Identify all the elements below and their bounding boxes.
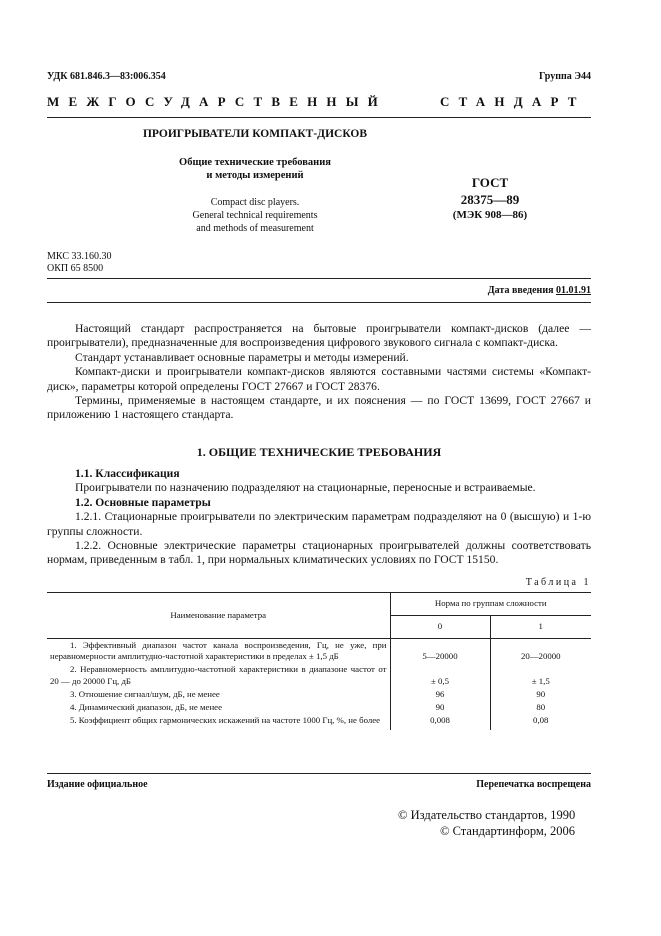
copyright-1990: © Издательство стандартов, 1990 (398, 808, 576, 822)
section-1-2-title: 1.2. Основные параметры (75, 495, 211, 509)
intro-date-label: Дата введения (487, 285, 554, 296)
standard-label: СТАНДАРТ (440, 94, 586, 109)
section-1-2-1-text: 1.2.1. Стационарные проигрыватели по электрическим параметрам подразделяют на 0 (высшую) и 1-ю группы сложности. (47, 510, 591, 538)
table-cell-param: 5. Коэффициент общих гармонических искажений на частоте 1000 Гц, %, не более (47, 714, 390, 730)
interstate-label: МЕЖГОСУДАРСТВЕННЫЙ (47, 94, 387, 109)
gost-number: 28375—89 (460, 192, 520, 207)
section-1-1-text: Проигрыватели по назначению подразделяют на стационарные, переносные и встраиваемые. (75, 481, 536, 495)
document-title: ПРОИГРЫВАТЕЛИ КОМПАКТ-ДИСКОВ (142, 128, 367, 140)
codes-rule (47, 278, 591, 279)
subtitle-line-2: и методы измерений (206, 170, 304, 181)
table-cell-group-1: ± 1,5 (531, 675, 550, 686)
table-cell-group-1: 0,08 (533, 715, 549, 726)
table-row (47, 663, 591, 687)
table-cell-group-0: ± 0,5 (390, 663, 490, 687)
table-caption: Таблица 1 (525, 577, 591, 588)
group-code: Группа Э44 (539, 71, 591, 82)
table-header-group-0: 0 (390, 616, 490, 639)
table-cell-group-1: 20—20000 (520, 651, 561, 662)
table-cell-group-0: 5—20000 (390, 639, 490, 664)
reprint-notice: Перепечатка воспрещена (476, 779, 591, 790)
intro-paragraph-2: Стандарт устанавливает основные параметры и методы измерений. (75, 350, 409, 364)
table-header-group-1: 1 (538, 621, 543, 632)
intro-paragraph-1: Настоящий стандарт распространяется на бытовые проигрыватели компакт-дисков (далее — проигрыватели), предназначенные для воспроизведения цифрового звукового сигнала с компакт-диска. (47, 322, 591, 350)
header-rule (47, 117, 591, 118)
intro-text (47, 322, 591, 423)
table-cell-group-1: 80 (536, 702, 546, 713)
english-title-line-2: General technical requirements (192, 210, 318, 221)
gost-label: ГОСТ (471, 175, 509, 190)
table-cell-param: 1. Эффективный диапазон частот канала воспроизведения, Гц, не уже, при неравномерности амплитудно-частотной характеристики в пределах ± 1,5 дБ (47, 639, 390, 664)
iec-reference: (МЭК 908—86) (452, 209, 528, 221)
section-1-heading: 1. ОБЩИЕ ТЕХНИЧЕСКИЕ ТРЕБОВАНИЯ (196, 445, 442, 459)
intro-paragraph-3: Компакт-диски и проигрыватели компакт-дисков являются составными частями системы «Компакт-диск», параметры которой определены ГОСТ 27667 и ГОСТ 28376. (47, 365, 591, 393)
section-1-1-title: 1.1. Классификация (75, 467, 180, 480)
table-header-norm: Норма по группам сложности (390, 593, 591, 616)
table-cell-group-0: 90 (390, 701, 490, 714)
mks-code: МКС 33.160.30 (47, 251, 112, 262)
section-1-2-2-text: 1.2.2. Основные электрические параметры стационарных проигрывателей должны соответствовать нормам, приведенным в табл. 1, при нормальных климатических условиях по ГОСТ 15150. (47, 539, 591, 567)
table-cell-param: 4. Динамический диапазон, дБ, не менее (47, 701, 390, 714)
copyright-2006: © Стандартинформ, 2006 (440, 824, 576, 838)
table-cell-group-0: 96 (390, 688, 490, 701)
date-rule (47, 302, 591, 303)
parameters-table (47, 592, 591, 730)
table-cell-param: 2. Неравномерность амплитудно-частотной характеристики в диапазоне частот от 20 — до 20000 Гц, дБ (47, 663, 390, 687)
table-cell-param: 3. Отношение сигнал/шум, дБ, не менее (47, 688, 390, 701)
intro-paragraph-4: Термины, применяемые в настоящем стандарте, и их пояснения — по ГОСТ 13699, ГОСТ 27667 и приложению 1 настоящего стандарта. (47, 394, 591, 422)
okp-code: ОКП 65 8500 (47, 263, 104, 274)
subtitle-line-1: Общие технические требования (179, 157, 331, 168)
section-1-text (47, 467, 591, 568)
table-row (47, 714, 591, 730)
official-edition: Издание официальное (47, 779, 148, 790)
table-row (47, 688, 591, 701)
table-row (47, 701, 591, 714)
table-cell-group-0: 0,008 (390, 714, 490, 730)
table-cell-group-1: 90 (536, 688, 546, 699)
table-row (47, 639, 591, 664)
table-header-param: Наименование параметра (47, 593, 390, 639)
footer-rule (47, 773, 591, 774)
english-title-line-3: and methods of measurement (196, 223, 314, 234)
intro-date-value: 01.01.91 (556, 285, 591, 296)
english-title-line-1: Compact disc players. (210, 197, 300, 208)
intro-date (488, 285, 591, 296)
udk-code: УДК 681.846.3—83:006.354 (47, 71, 166, 82)
